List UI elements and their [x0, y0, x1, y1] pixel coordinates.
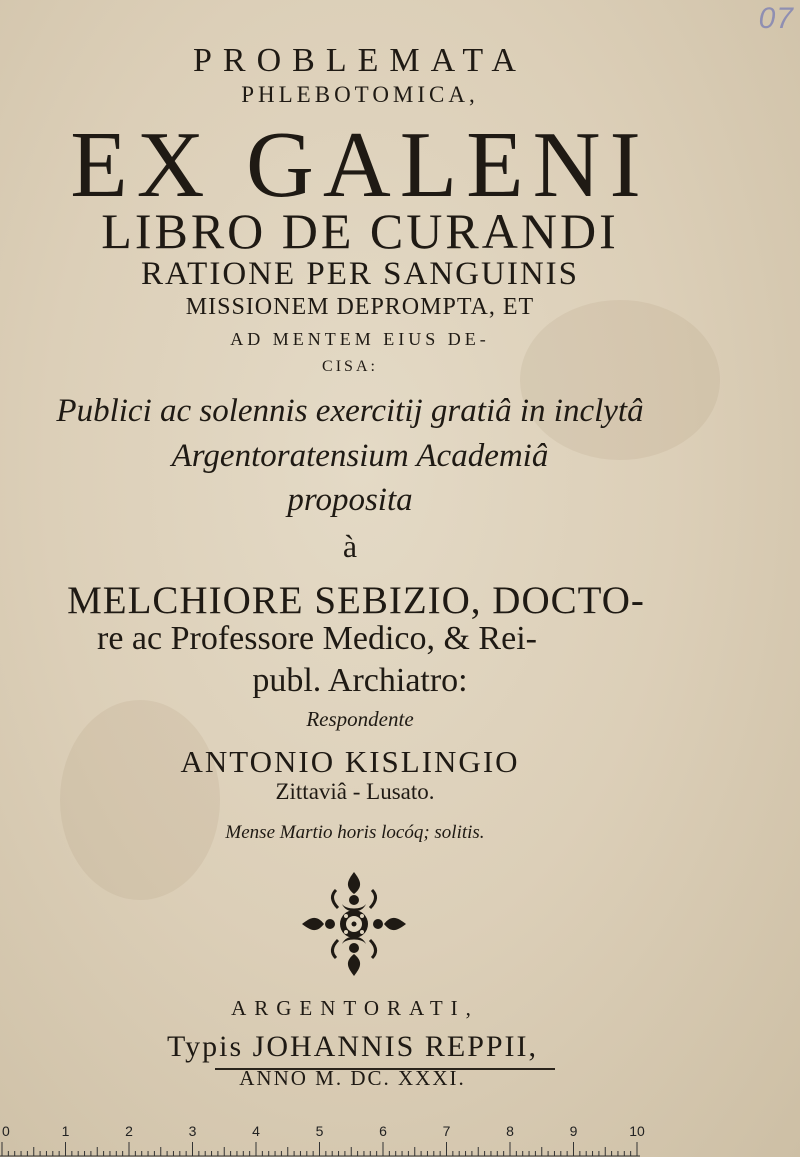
purpose-line-1: Publici ac solennis exercitij gratiâ in inclytâ [56, 393, 644, 429]
author-line-2: re ac Professore Medico, & Rei- [97, 620, 537, 657]
respondent-label: Respondente [306, 707, 414, 731]
respondent-origin: Zittaviâ - Lusato. [275, 779, 435, 804]
date-line: Mense Martio horis locóq; solitis. [225, 822, 485, 843]
printer-ornament-icon [298, 868, 410, 980]
ruler-label: 7 [442, 1123, 451, 1139]
title-line-1: PROBLEMATA [193, 42, 527, 79]
shelf-mark: 07 [758, 2, 794, 35]
purpose-line-2: Argentoratensium Academiâ [171, 438, 549, 474]
ruler-label: 5 [315, 1123, 324, 1139]
author-line-3: publ. Archiatro: [252, 662, 468, 699]
title-line-3: EX GALENI [70, 113, 650, 217]
ruler-label: 4 [252, 1123, 260, 1139]
ruler-label: 10 [629, 1123, 645, 1139]
imprint-printer: Typis JOHANNIS REPPII, [166, 1030, 539, 1063]
title-line-7: AD MENTEM EIUS DE- [230, 329, 490, 349]
respondent-name: ANTONIO KISLINGIO [180, 744, 520, 779]
scale-ruler [0, 1120, 650, 1157]
ruler-label: 9 [569, 1123, 578, 1139]
ruler-label: 8 [506, 1123, 514, 1139]
title-line-5: RATIONE PER SANGUINIS [140, 256, 580, 292]
title-line-4: LIBRO DE CURANDI [101, 203, 619, 259]
imprint-year: ANNO M. DC. XXXI. [239, 1066, 466, 1090]
ruler-label: 1 [61, 1123, 70, 1139]
purpose-line-3: proposita [287, 482, 413, 518]
title-line-2: PHLEBOTOMICA, [241, 82, 479, 107]
title-line-6: MISSIONEM DEPROMPTA, ET [185, 294, 535, 320]
imprint-place: ARGENTORATI, [231, 996, 479, 1020]
author-line-1: MELCHIORE SEBIZIO, DOCTO- [67, 579, 645, 622]
ruler-label: 6 [379, 1123, 387, 1139]
ruler-label: 2 [125, 1123, 133, 1139]
ruler-label: 0 [2, 1123, 10, 1139]
title-line-8: CISA: [322, 358, 378, 375]
ruler-label: 3 [188, 1123, 197, 1139]
paper-stain [520, 300, 720, 460]
by-preposition: à [342, 528, 358, 564]
